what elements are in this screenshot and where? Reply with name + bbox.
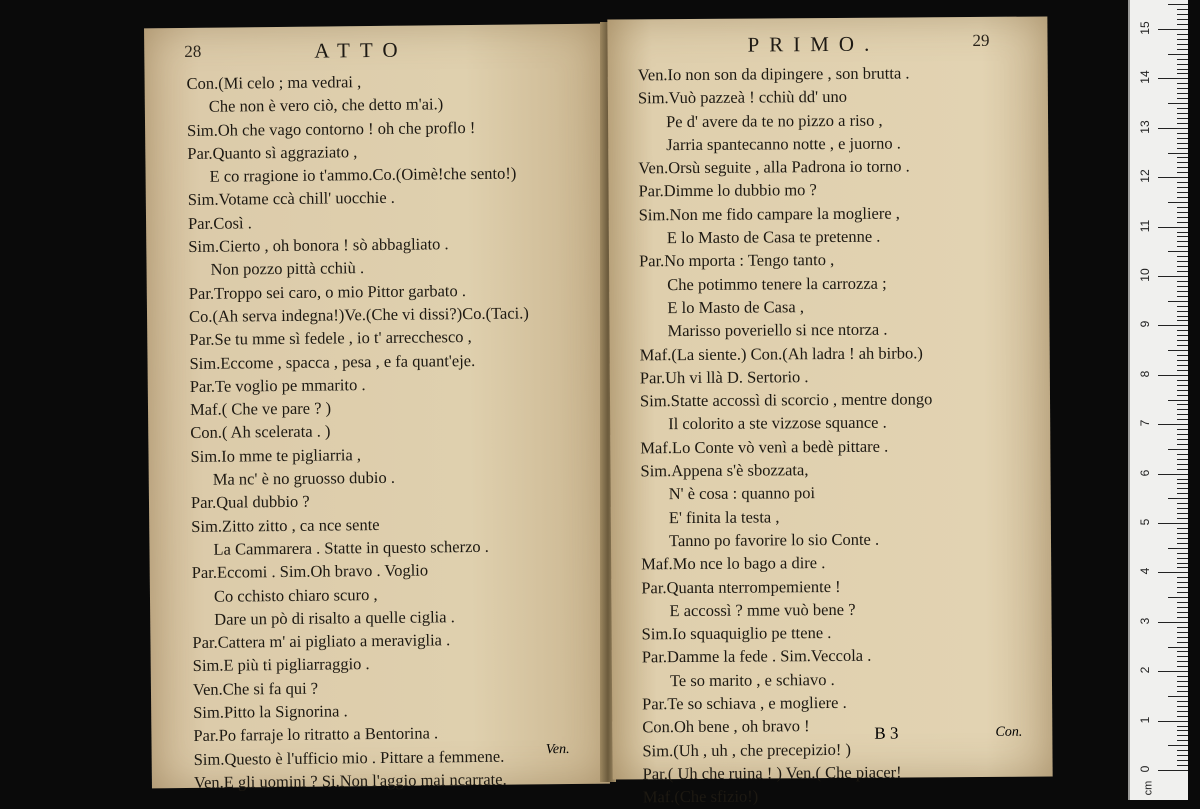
ruler-tick bbox=[1177, 518, 1188, 519]
ruler-tick bbox=[1177, 592, 1188, 593]
right-line: Par.Uh vi llà D. Sertorio . bbox=[639, 367, 809, 388]
right-line: Maf.Lo Conte vò venì a bedè pittare . bbox=[640, 436, 889, 458]
ruler-tick bbox=[1177, 232, 1188, 233]
ruler-tick bbox=[1177, 602, 1188, 603]
ruler-tick bbox=[1177, 59, 1188, 60]
ruler-label: 15 bbox=[1138, 21, 1152, 35]
left-page bbox=[144, 24, 610, 792]
ruler-tick bbox=[1177, 34, 1188, 35]
ruler-tick bbox=[1168, 745, 1188, 746]
ruler-tick bbox=[1177, 311, 1188, 312]
ruler-tick bbox=[1177, 385, 1188, 386]
ruler-tick bbox=[1177, 266, 1188, 267]
ruler-tick bbox=[1158, 770, 1188, 771]
left-line: Sim.Eccome , spacca , pesa , e fa quant'eje. bbox=[189, 350, 476, 373]
left-line: Con.(Mi celo ; ma vedrai , bbox=[186, 72, 362, 93]
ruler-tick bbox=[1158, 671, 1188, 672]
ruler-tick bbox=[1177, 390, 1188, 391]
ruler-tick bbox=[1177, 528, 1188, 529]
ruler-tick bbox=[1177, 558, 1188, 559]
ruler-tick bbox=[1177, 241, 1188, 242]
ruler-unit: cm bbox=[1142, 780, 1155, 796]
ruler-tick bbox=[1177, 543, 1188, 544]
ruler-tick bbox=[1168, 54, 1188, 55]
ruler-tick bbox=[1177, 340, 1188, 341]
ruler-tick bbox=[1177, 93, 1188, 94]
right-line: Par.Damme la fede . Sim.Veccola . bbox=[641, 646, 872, 667]
ruler-tick bbox=[1177, 563, 1188, 564]
ruler-tick bbox=[1177, 686, 1188, 687]
ruler-tick bbox=[1158, 325, 1188, 326]
ruler-tick bbox=[1177, 162, 1188, 163]
ruler-tick bbox=[1177, 207, 1188, 208]
ruler-tick bbox=[1177, 740, 1188, 741]
ruler-tick bbox=[1168, 4, 1188, 5]
ruler-label: 10 bbox=[1138, 268, 1152, 282]
ruler-tick bbox=[1177, 701, 1188, 702]
ruler-tick bbox=[1158, 721, 1188, 722]
right-line: Par.Quanta nterrompemiente ! bbox=[641, 576, 841, 597]
right-line: E accossì ? mme vuò bene ? bbox=[669, 599, 856, 620]
open-book bbox=[148, 18, 1058, 807]
right-line: Con.Oh bene , oh bravo ! bbox=[642, 716, 810, 737]
ruler-tick bbox=[1177, 730, 1188, 731]
right-line: Il colorito a ste vizzose squance . bbox=[668, 413, 887, 434]
ruler-tick bbox=[1177, 409, 1188, 410]
ruler-tick bbox=[1177, 380, 1188, 381]
right-line: E lo Masto de Casa te pretenne . bbox=[666, 226, 881, 248]
ruler-tick bbox=[1177, 365, 1188, 366]
ruler-tick bbox=[1177, 567, 1188, 568]
ruler-tick bbox=[1177, 666, 1188, 667]
ruler-tick bbox=[1158, 523, 1188, 524]
left-line: Par.Po farraje lo ritratto a Bentorina . bbox=[193, 723, 439, 746]
right-line: Sim.Statte accossì di scorcio , mentre dongo bbox=[639, 389, 933, 411]
ruler-tick bbox=[1177, 760, 1188, 761]
ruler-label: 7 bbox=[1138, 419, 1152, 427]
ruler-tick bbox=[1177, 587, 1188, 588]
ruler-tick bbox=[1177, 118, 1188, 119]
ruler-tick bbox=[1168, 597, 1188, 598]
ruler-tick bbox=[1177, 483, 1188, 484]
left-line: Sim.Oh che vago contorno ! oh che proflo ! bbox=[187, 117, 476, 140]
ruler-tick bbox=[1177, 533, 1188, 534]
ruler-tick bbox=[1177, 404, 1188, 405]
ruler-tick bbox=[1177, 726, 1188, 727]
ruler-tick bbox=[1177, 464, 1188, 465]
left-line: Ven.E gli uomini ? Si.Non l'aggio mai ncarrate. bbox=[193, 769, 507, 792]
ruler-tick bbox=[1177, 316, 1188, 317]
ruler-tick bbox=[1177, 553, 1188, 554]
ruler-tick bbox=[1168, 103, 1188, 104]
ruler-tick bbox=[1158, 29, 1188, 30]
ruler-tick bbox=[1177, 335, 1188, 336]
ruler-tick bbox=[1168, 647, 1188, 648]
ruler-tick bbox=[1177, 9, 1188, 10]
ruler-tick bbox=[1177, 656, 1188, 657]
left-line: Maf.( Che ve pare ? ) bbox=[189, 398, 332, 420]
ruler-tick bbox=[1177, 706, 1188, 707]
ruler-tick bbox=[1177, 296, 1188, 297]
measuring-ruler bbox=[1128, 0, 1188, 800]
ruler-edge bbox=[1128, 0, 1130, 800]
ruler-tick bbox=[1177, 355, 1188, 356]
ruler-tick bbox=[1177, 246, 1188, 247]
ruler-tick bbox=[1177, 750, 1188, 751]
ruler-tick bbox=[1168, 202, 1188, 203]
ruler-tick bbox=[1177, 661, 1188, 662]
ruler-label: 5 bbox=[1138, 518, 1152, 526]
ruler-tick bbox=[1177, 281, 1188, 282]
ruler-tick bbox=[1158, 128, 1188, 129]
left-line: Sim.Questo è l'ufficio mio . Pittare a femmene. bbox=[193, 746, 505, 769]
ruler-tick bbox=[1158, 375, 1188, 376]
ruler-tick bbox=[1177, 88, 1188, 89]
ruler-tick bbox=[1177, 617, 1188, 618]
ruler-tick bbox=[1177, 360, 1188, 361]
ruler-tick bbox=[1177, 651, 1188, 652]
ruler-tick bbox=[1158, 572, 1188, 573]
right-line: Sim.Vuò pazzeà ! cchiù dd' uno bbox=[637, 87, 848, 108]
ruler-tick bbox=[1177, 148, 1188, 149]
ruler-label: 9 bbox=[1138, 321, 1152, 328]
ruler-tick bbox=[1177, 108, 1188, 109]
right-line: Maf.(Che sfizio!) bbox=[642, 786, 759, 807]
right-headword: PRIMO. bbox=[747, 31, 880, 57]
ruler-tick bbox=[1177, 513, 1188, 514]
left-line: Co cchisto chiaro scuro , bbox=[213, 584, 378, 606]
ruler-tick bbox=[1177, 83, 1188, 84]
ruler-label: 6 bbox=[1138, 469, 1152, 476]
ruler-tick bbox=[1177, 735, 1188, 736]
ruler-tick bbox=[1177, 167, 1188, 168]
left-line: Par.Te voglio pe mmarito . bbox=[189, 374, 366, 396]
ruler-tick bbox=[1168, 400, 1188, 401]
ruler-tick bbox=[1177, 261, 1188, 262]
ruler-tick bbox=[1177, 419, 1188, 420]
ruler-tick bbox=[1177, 538, 1188, 539]
ruler-tick bbox=[1177, 582, 1188, 583]
ruler-tick bbox=[1177, 73, 1188, 74]
ruler-tick bbox=[1177, 691, 1188, 692]
right-line: Par.No mporta : Tengo tanto , bbox=[638, 250, 835, 271]
left-line: Par.Troppo sei caro, o mio Pittor garbato . bbox=[188, 280, 467, 303]
left-line: Par.Così . bbox=[187, 213, 252, 233]
ruler-tick bbox=[1177, 612, 1188, 613]
left-line: Par.Eccomi . Sim.Oh bravo . Voglio bbox=[191, 560, 429, 583]
left-line: E co rragione io t'ammo.Co.(Oimè!che sento!) bbox=[209, 163, 517, 186]
ruler-tick bbox=[1177, 256, 1188, 257]
ruler-tick bbox=[1177, 429, 1188, 430]
ruler-tick bbox=[1177, 632, 1188, 633]
right-line: Sim.Io squaquiglio pe ttene . bbox=[641, 623, 832, 644]
ruler-tick bbox=[1177, 434, 1188, 435]
right-running-head bbox=[607, 24, 1047, 57]
ruler-tick bbox=[1177, 681, 1188, 682]
ruler-tick bbox=[1177, 469, 1188, 470]
left-line: Sim.Pitto la Signorina . bbox=[193, 701, 348, 722]
ruler-tick bbox=[1177, 69, 1188, 70]
right-line: Te so marito , e schiavo . bbox=[669, 669, 835, 690]
ruler-tick bbox=[1177, 222, 1188, 223]
ruler-tick bbox=[1177, 642, 1188, 643]
ruler-tick bbox=[1177, 44, 1188, 45]
left-line: Dare un pò di risalto a quelle ciglia . bbox=[214, 607, 455, 629]
left-line: Non pozzo pittà cchiù . bbox=[210, 258, 365, 280]
right-catchword: Con. bbox=[995, 724, 1023, 740]
ruler-tick bbox=[1177, 143, 1188, 144]
ruler-tick bbox=[1177, 157, 1188, 158]
ruler-tick bbox=[1168, 153, 1188, 154]
ruler-tick bbox=[1177, 212, 1188, 213]
left-line: Ma nc' è no gruosso dubio . bbox=[212, 467, 396, 489]
right-line: Sim.Non me fido campare la mogliere , bbox=[638, 203, 900, 225]
left-line: Sim.Io mme te pigliarria , bbox=[190, 444, 362, 466]
ruler-tick bbox=[1177, 182, 1188, 183]
ruler-tick bbox=[1177, 138, 1188, 139]
ruler-label: 11 bbox=[1138, 219, 1152, 232]
right-line: Ven.Io non son da dipingere , son brutta . bbox=[637, 63, 910, 85]
ruler-tick bbox=[1177, 676, 1188, 677]
left-line: Par.Qual dubbio ? bbox=[190, 492, 310, 513]
ruler-label: 3 bbox=[1138, 617, 1152, 625]
ruler-tick bbox=[1168, 548, 1188, 549]
left-running-head bbox=[144, 32, 602, 67]
ruler-tick bbox=[1168, 696, 1188, 697]
ruler-tick bbox=[1177, 291, 1188, 292]
ruler-tick bbox=[1177, 503, 1188, 504]
right-text-block bbox=[608, 60, 1053, 809]
ruler-tick bbox=[1168, 449, 1188, 450]
ruler-tick bbox=[1177, 39, 1188, 40]
ruler-tick bbox=[1168, 350, 1188, 351]
ruler-label: 0 bbox=[1138, 765, 1152, 773]
ruler-tick bbox=[1177, 444, 1188, 445]
right-line: Par.( Uh che ruina ! ) Ven.( Che piacer! bbox=[642, 762, 902, 784]
ruler-tick bbox=[1158, 78, 1188, 79]
ruler-tick bbox=[1168, 498, 1188, 499]
left-line: La Cammarera . Statte in questo scherzo . bbox=[213, 536, 489, 559]
right-line: N' è cosa : quanno poi bbox=[668, 483, 816, 504]
ruler-tick bbox=[1177, 197, 1188, 198]
ruler-label: 14 bbox=[1138, 70, 1152, 85]
ruler-tick bbox=[1177, 320, 1188, 321]
ruler-label: 12 bbox=[1138, 169, 1152, 183]
ruler-tick bbox=[1177, 454, 1188, 455]
right-line: Tanno po favorire lo sio Conte . bbox=[668, 529, 880, 551]
right-page bbox=[607, 16, 1052, 807]
left-line: Che non è vero ciò, che detto m'ai.) bbox=[208, 94, 444, 117]
left-line: Con.( Ah scelerata . ) bbox=[190, 421, 331, 443]
ruler-tick bbox=[1158, 177, 1188, 178]
ruler-tick bbox=[1177, 395, 1188, 396]
ruler-tick bbox=[1177, 345, 1188, 346]
ruler-tick bbox=[1177, 64, 1188, 65]
ruler-tick bbox=[1177, 459, 1188, 460]
ruler-tick bbox=[1177, 133, 1188, 134]
ruler-tick bbox=[1177, 765, 1188, 766]
right-line: E lo Masto de Casa , bbox=[667, 297, 804, 318]
right-line: Sim.(Uh , uh , che precepizio! ) bbox=[642, 739, 852, 760]
ruler-tick bbox=[1177, 192, 1188, 193]
ruler-label: 1 bbox=[1138, 716, 1152, 723]
ruler-tick bbox=[1177, 607, 1188, 608]
ruler-tick bbox=[1168, 301, 1188, 302]
ruler-tick bbox=[1177, 187, 1188, 188]
left-page-number: 28 bbox=[184, 41, 202, 61]
ruler-tick bbox=[1177, 123, 1188, 124]
signature-mark: B 3 bbox=[874, 723, 899, 743]
left-text-block bbox=[144, 68, 610, 795]
left-line: Ven.Che si fa qui ? bbox=[192, 678, 319, 699]
ruler-tick bbox=[1177, 14, 1188, 15]
ruler-tick bbox=[1177, 330, 1188, 331]
ruler-tick bbox=[1158, 276, 1188, 277]
ruler-tick bbox=[1168, 251, 1188, 252]
ruler-label: 8 bbox=[1138, 370, 1152, 378]
right-line: Che potimmo tenere la carrozza ; bbox=[667, 273, 887, 294]
right-line: Pe d' avere da te no pizzo a riso , bbox=[665, 110, 883, 131]
ruler-tick bbox=[1177, 479, 1188, 480]
ruler-tick bbox=[1158, 474, 1188, 475]
ruler-label: 2 bbox=[1138, 666, 1152, 674]
ruler-tick bbox=[1177, 113, 1188, 114]
ruler-tick bbox=[1177, 577, 1188, 578]
right-line: Maf.(La siente.) Con.(Ah ladra ! ah birbo.) bbox=[639, 342, 923, 364]
ruler-tick bbox=[1177, 637, 1188, 638]
ruler-tick bbox=[1177, 755, 1188, 756]
left-line: Par.Cattera m' ai pigliato a meraviglia . bbox=[192, 630, 451, 653]
right-line: E' finita la testa , bbox=[668, 506, 780, 527]
ruler-tick bbox=[1177, 508, 1188, 509]
left-line: Sim.Votame ccà chill' uocchie . bbox=[187, 188, 395, 210]
ruler-tick bbox=[1177, 493, 1188, 494]
right-line: Par.Te so schiava , e mogliere . bbox=[642, 692, 847, 714]
ruler-tick bbox=[1177, 217, 1188, 218]
left-line: Sim.Zitto zitto , ca nce sente bbox=[191, 514, 380, 536]
left-line: Co.(Ah serva indegna!)Ve.(Che vi dissi?)Co.(Taci.) bbox=[188, 303, 529, 326]
left-line: Sim.E più ti pigliarraggio . bbox=[192, 654, 370, 676]
ruler-tick bbox=[1177, 414, 1188, 415]
ruler-tick bbox=[1158, 622, 1188, 623]
left-line: Par.Quanto sì aggraziato , bbox=[187, 142, 358, 163]
ruler-tick bbox=[1158, 227, 1188, 228]
left-catchword: Ven. bbox=[545, 742, 570, 758]
right-page-number: 29 bbox=[972, 30, 990, 50]
right-line: Par.Dimme lo dubbio mo ? bbox=[638, 180, 817, 201]
right-line: Maf.Mo nce lo bago a dire . bbox=[641, 553, 826, 574]
ruler-tick bbox=[1177, 370, 1188, 371]
ruler-tick bbox=[1177, 711, 1188, 712]
ruler-tick bbox=[1177, 627, 1188, 628]
ruler-tick bbox=[1177, 172, 1188, 173]
right-line: Ven.Orsù seguite , alla Padrona io torno . bbox=[638, 156, 910, 178]
ruler-tick bbox=[1177, 271, 1188, 272]
ruler-label: 13 bbox=[1138, 120, 1152, 134]
ruler-tick bbox=[1177, 306, 1188, 307]
ruler-tick bbox=[1177, 286, 1188, 287]
ruler-tick bbox=[1177, 19, 1188, 20]
left-headword: ATTO bbox=[314, 37, 408, 63]
ruler-tick bbox=[1177, 716, 1188, 717]
left-line: Sim.Cierto , oh bonora ! sò abbagliato . bbox=[188, 234, 449, 257]
right-line: Sim.Appena s'è sbozzata, bbox=[640, 460, 809, 481]
ruler-tick bbox=[1177, 98, 1188, 99]
ruler-tick bbox=[1177, 439, 1188, 440]
right-line: Jarria spantecanno notte , e juorno . bbox=[666, 133, 901, 155]
left-line: Par.Se tu mme sì fedele , io t' arrecchesco , bbox=[189, 327, 472, 350]
right-line: Marisso poveriello si nce ntorza . bbox=[667, 319, 888, 341]
ruler-tick bbox=[1177, 236, 1188, 237]
ruler-tick bbox=[1177, 49, 1188, 50]
ruler-tick bbox=[1158, 424, 1188, 425]
ruler-tick bbox=[1177, 488, 1188, 489]
ruler-tick bbox=[1177, 24, 1188, 25]
ruler-label: 4 bbox=[1138, 568, 1152, 575]
